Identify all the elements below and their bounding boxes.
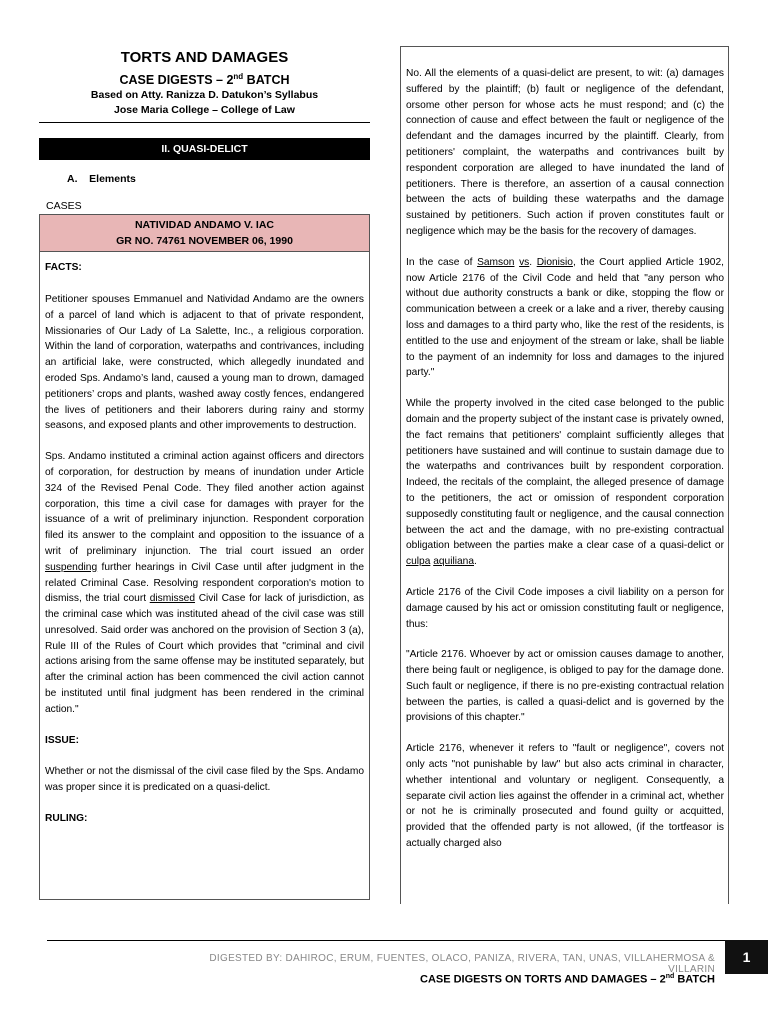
ruling-paragraph-3: While the property involved in the cited case belonged to the public domain and the property subject of the instant case is privately owned, the fact remains that petitioners' complaint sufficiently alleges that petitioners have sustained and will continue to sustain damage due to the waterpaths and contrivances built by respondent corporation. Indeed, the recitals of the complaint, the alleged presence of damage to the petitioners, the act or omission of respondent corporation supposedly constituting fault or negligence, and the causal connection between the act and the damage, with no pre-existing contractual obligation between the parties make a clear case of a quasi-delict or culpa aquiliana. — [406, 398, 724, 568]
section-title-bar: II. QUASI-DELICT — [39, 138, 370, 160]
facts-label: FACTS: — [45, 262, 82, 274]
footer-title: CASE DIGESTS ON TORTS AND DAMAGES – 2nd BATCH — [420, 973, 715, 986]
issue-text: Whether or not the dismissal of the civil case filed by the Sps. Andamo was proper since it is predicated on a quasi-delict. — [45, 766, 364, 794]
digested-by-line: DIGESTED BY: DAHIROC, ERUM, FUENTES, OLACO, PANIZA, RIVERA, TAN, UNAS, VILLAHERMOSA & VILLARIN — [209, 953, 715, 975]
right-column — [400, 46, 729, 904]
ruling-paragraph-6: Article 2176, whenever it refers to "fault or negligence", covers not only acts "not punishable by law" but also acts criminal in character, whether intentional and voluntary or negligent. Consequently, a separate civil action lies against the offender in a criminal act, whether or not he is criminally prosecuted and found guilty or acquitted, provided that the offended party is not allowed, (if the tortfeasor is actually charged also — [406, 743, 724, 850]
case-name: NATIVIDAD ANDAMO V. IAC — [134, 219, 275, 232]
page-number: 1 — [725, 940, 768, 974]
cases-label: CASES — [46, 200, 82, 213]
school-line: Jose Maria College – College of Law — [114, 104, 295, 117]
document-title: TORTS AND DAMAGES — [120, 49, 289, 66]
facts-paragraph-2: Sps. Andamo instituted a criminal action against officers and directors of corporation, for destruction by means of inundation under Article 324 of the Revised Penal Code. They filed another action against corporation, this time a civil case for damages with prayer for the issuance of a writ of preliminary injunction. Respondent corporation filed its answer to the complaint and opposition to the issuance of a writ of preliminary injunction. The trial court issued an order suspending further hearings in Civil Case until after judgment in the related Criminal Case. Resolving respondent corporation's motion to dismiss, the trial court dismissed Civil Case for lack of jurisdiction, as the criminal case which was instituted ahead of the civil case was still unresolved. Said order was anchored on the provision of Section 3 (a), Rule III of the Rules of Court which provides that "criminal and civil actions arising from the same offense may be instituted separately, but after the criminal action has been commenced the civil action cannot be instituted until final judgment has been rendered in the criminal action." — [45, 451, 364, 715]
ruling-paragraph-1: No. All the elements of a quasi-delict are present, to wit: (a) damages suffered by the plaintiff; (b) fault or negligence of the defendant, orsome other person for whose acts he must respond; and (c) the connection of cause and effect between the fault or negligence of the defendant and the damages incurred by the plaintiff. Clearly, from petitioners' complaint, the waterpaths and contrivances built by respondent corporation are alleged to have inundated the land of petitioners. There is therefore, an assertion of a causal connection between the acts of building these waterpaths and the damage sustained by petitioners. Such action if proven constitutes fault or negligence which may be the basis for the recovery of damages. — [406, 68, 724, 237]
ruling-paragraph-5: "Article 2176. Whoever by act or omission causes damage to another, there being fault or negligence, is obliged to pay for the damage done. Such fault or negligence, if there is no pre-existing contractual relation between the parties, is called a quasi-delict and is governed by the provisions of this chapter." — [406, 649, 724, 724]
issue-label: ISSUE: — [45, 734, 79, 746]
ruling-paragraph-2: In the case of Samson vs. Dionisio, the Court applied Article 1902, now Article 2176 of the Civil Code and held that "any person who without due authority constructs a bank or dike, stopping the flow or communication between a creek or a lake and a river, thereby causing loss and damages to a third party who, like the rest of the residents, is entitled to the use and enjoyment of the stream or lake, shall be liable to the payment of an indemnity for loss and damages to the injured party." — [406, 256, 724, 379]
syllabus-line: Based on Atty. Ranizza D. Datukon’s Syllabus — [90, 89, 319, 102]
document-subtitle: CASE DIGESTS – 2nd BATCH — [119, 72, 290, 88]
case-title-box — [39, 214, 370, 252]
facts-paragraph-1: Petitioner spouses Emmanuel and Natividad Andamo are the owners of a parcel of land which is adjacent to that of private respondent, Missionaries of Our Lady of La Salette, Inc., a religious corporation. Within the land of corporation, waterpaths and contrivances, including an artificial lake, were constructed, which allegedly inundated and eroded Sps. Andamo’s land, caused a young man to drown, damaged petitioners’ crops and plants, washed away costly fences, endangered the lives of petitioners and their laborers during rainy and stormy seasons, and exposed plants and other improvements to destruction. — [45, 293, 364, 432]
header-rule — [39, 122, 370, 123]
sub-heading-elements: A. Elements — [67, 173, 136, 186]
case-gr-number: GR NO. 74761 NOVEMBER 06, 1990 — [116, 235, 293, 248]
ruling-paragraph-4: Article 2176 of the Civil Code imposes a civil liability on a person for damage caused by his act or omission constituting fault or negligence, thus: — [406, 586, 724, 630]
case-body — [39, 252, 370, 900]
ruling-label: RULING: — [45, 813, 88, 825]
footer-rule — [47, 940, 725, 941]
left-column — [39, 48, 370, 900]
